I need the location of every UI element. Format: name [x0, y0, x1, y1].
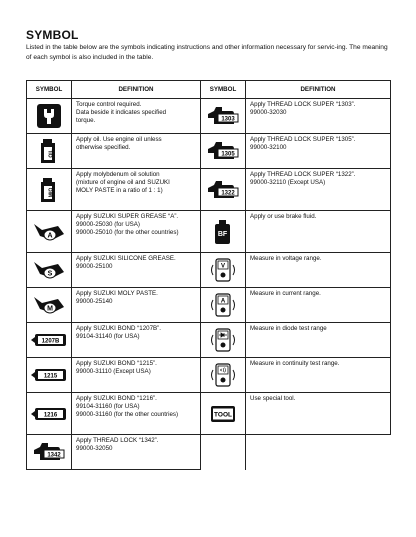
svg-text:1303: 1303	[221, 116, 235, 123]
definition-cell: Apply THREAD LOCK SUPER “1303”. 99000-32030	[246, 99, 391, 134]
svg-text:1216: 1216	[43, 412, 58, 418]
svg-text:A: A	[220, 298, 226, 305]
definition-cell: Apply SUZUKI MOLY PASTE. 99000-25140	[72, 288, 201, 323]
definition-cell: Apply THREAD LOCK “1342”. 99000-32050	[72, 435, 201, 470]
header-symbol-left: SYMBOL	[27, 81, 72, 99]
definition-cell: Measure in voltage range.	[246, 253, 391, 288]
grease-gun-a-icon	[27, 211, 72, 253]
engine-oil-can-icon	[27, 134, 72, 169]
header-symbol-right: SYMBOL	[201, 81, 246, 99]
definition-cell: Measure in continuity test range.	[246, 358, 391, 393]
definition-cell: Apply oil. Use engine oil unless otherwise specified.	[72, 134, 201, 169]
page-title: SYMBOL	[26, 28, 79, 42]
definition-cell: Use special tool.	[246, 393, 391, 435]
table-row	[27, 358, 391, 393]
definition-cell: Apply SUZUKI BOND “1215”. 99000-31110 (Except USA)	[72, 358, 201, 393]
definition-cell: Apply THREAD LOCK SUPER “1322”. 99000-32110 (Except USA)	[246, 169, 391, 211]
thread-lock-1305-icon	[201, 134, 246, 169]
table-row	[27, 288, 391, 323]
bond-tube-1216-icon	[27, 393, 72, 435]
svg-text:S: S	[47, 270, 53, 278]
bond-tube-1215-icon	[27, 358, 72, 393]
definition-cell: Apply or use brake fluid.	[246, 211, 391, 253]
definition-cell: Measure in diode test range	[246, 323, 391, 358]
table-row	[27, 435, 391, 470]
definition-cell: Apply SUZUKI BOND “1207B”. 99104-31140 (for USA)	[72, 323, 201, 358]
molybdenum-oil-can-icon	[27, 169, 72, 211]
svg-text:1305: 1305	[221, 151, 235, 158]
header-definition-left: DEFINITION	[72, 81, 201, 99]
table-row	[27, 169, 391, 211]
svg-text:1322: 1322	[221, 190, 235, 196]
table-row	[27, 134, 391, 169]
intro-text: Listed in the table below are the symbols indicating instructions and other information necessary for servic-ing. The meaning of each symbol is also included in the table.	[26, 44, 388, 61]
voltmeter-icon	[201, 253, 246, 288]
svg-text:1342: 1342	[47, 452, 61, 459]
svg-text:1215: 1215	[43, 373, 58, 380]
svg-text:TOOL: TOOL	[214, 411, 232, 418]
continuity-test-icon	[201, 358, 246, 393]
empty-cell	[246, 435, 391, 470]
ammeter-icon	[201, 288, 246, 323]
table-header	[27, 81, 391, 99]
svg-text:1207B: 1207B	[41, 338, 60, 345]
grease-gun-s-icon	[27, 253, 72, 288]
thread-lock-1322-icon	[201, 169, 246, 211]
header-definition-right: DEFINITION	[246, 81, 391, 99]
diode-test-icon	[201, 323, 246, 358]
definition-cell: Apply SUZUKI SILICONE GREASE. 99000-25100	[72, 253, 201, 288]
table-row	[27, 253, 391, 288]
symbol-table	[26, 80, 391, 470]
table-row	[27, 323, 391, 358]
thread-lock-1342-icon	[27, 435, 72, 470]
svg-text:V: V	[220, 263, 226, 270]
brake-fluid-icon	[201, 211, 246, 253]
definition-cell: Torque control required. Data beside it indicates specified torque.	[72, 99, 201, 134]
table-row	[27, 393, 391, 435]
special-tool-icon	[201, 393, 246, 435]
definition-cell: Apply SUZUKI BOND “1216”. 99104-31160 (for USA) 99000-31160 (for the other countries)	[72, 393, 201, 435]
table-row	[27, 99, 391, 134]
grease-gun-m-icon	[27, 288, 72, 323]
svg-text:A: A	[47, 232, 53, 239]
svg-text:OIL: OIL	[48, 149, 55, 158]
definition-cell: Apply THREAD LOCK SUPER “1305”. 99000-32100	[246, 134, 391, 169]
torque-wrench-icon	[27, 99, 72, 134]
thread-lock-1303-icon	[201, 99, 246, 134]
table-row	[27, 211, 391, 253]
bond-tube-1207b-icon	[27, 323, 72, 358]
definition-cell: Apply molybdenum oil solution (mixture of engine oil and SUZUKI MOLY PASTE in a ratio of 1 : 1)	[72, 169, 201, 211]
definition-cell: Apply SUZUKI SUPER GREASE “A”. 99000-25030 (for USA) 99000-25010 (for the other countries)	[72, 211, 201, 253]
definition-cell: Measure in current range.	[246, 288, 391, 323]
svg-text:M/O: M/O	[48, 187, 55, 197]
svg-text:M: M	[47, 305, 53, 313]
svg-text:BF: BF	[217, 230, 228, 238]
empty-cell	[201, 435, 246, 470]
